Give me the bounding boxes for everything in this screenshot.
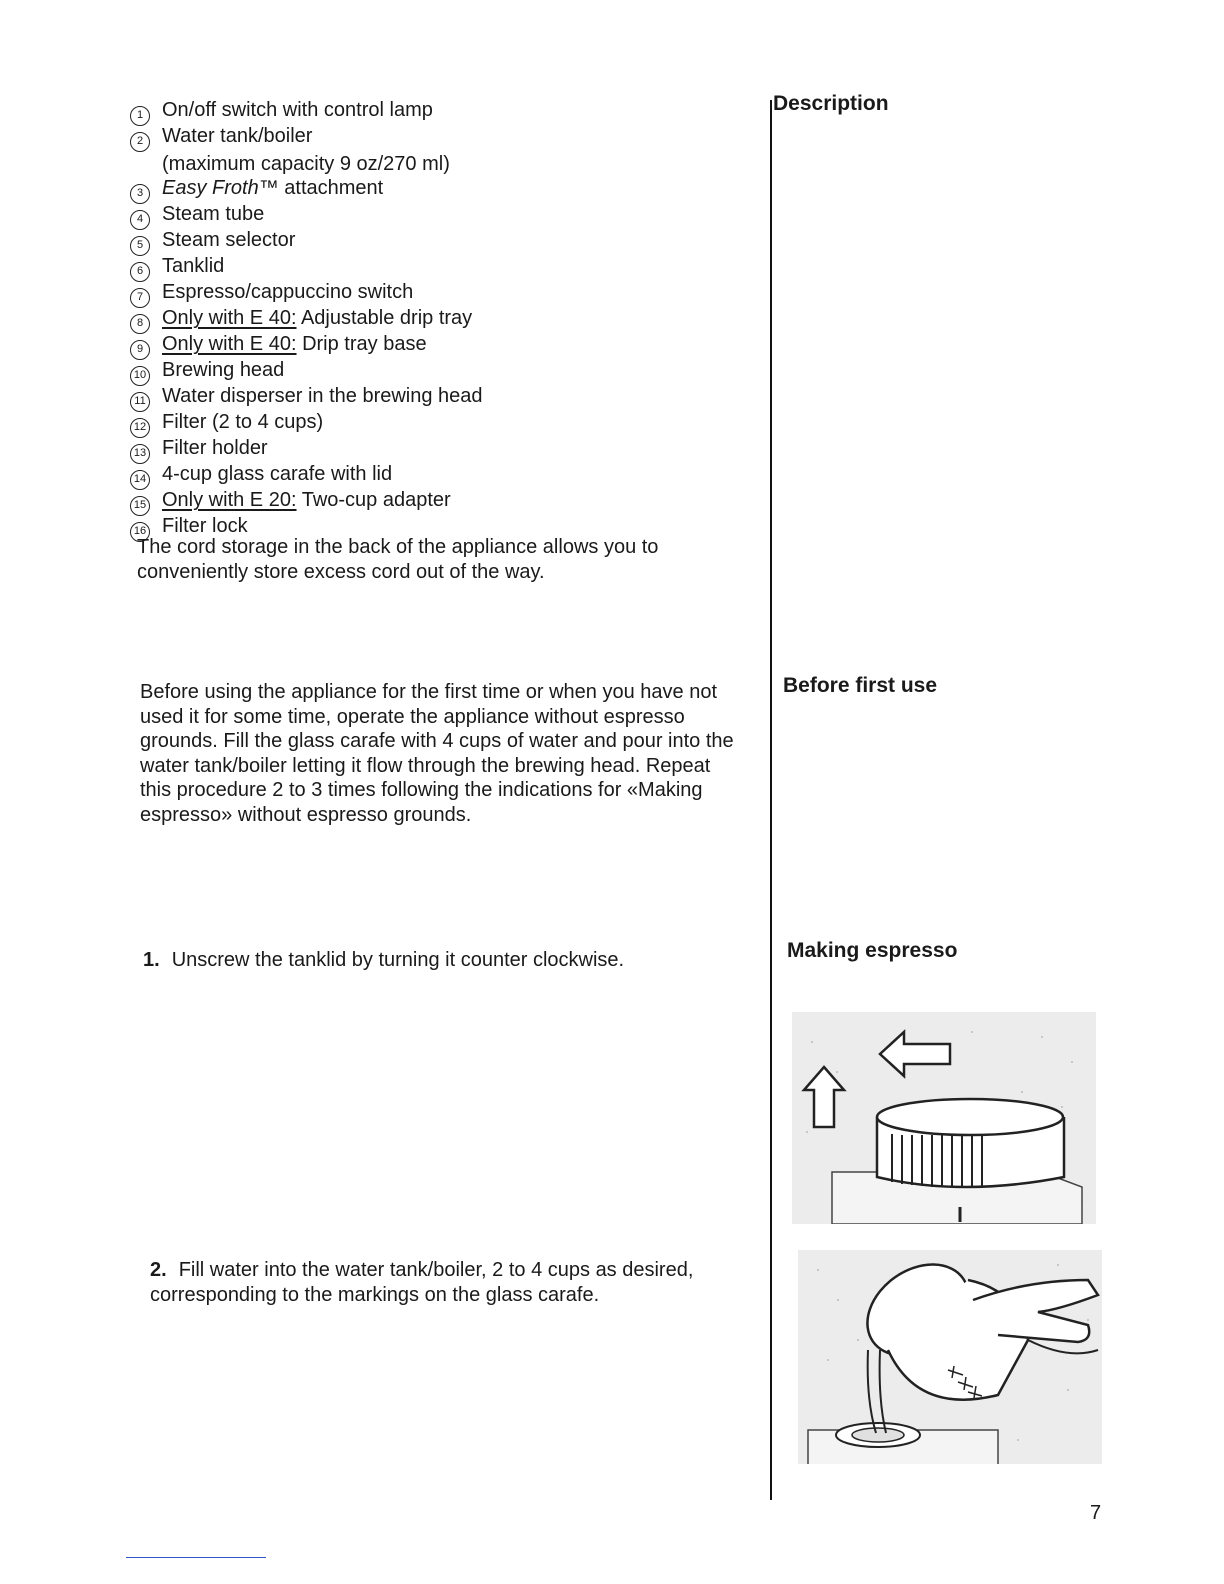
item-number: 8 — [130, 314, 150, 334]
item-text: Brewing head — [162, 359, 285, 382]
list-item — [130, 150, 730, 176]
item-number: 7 — [130, 288, 150, 308]
item-text: (maximum capacity 9 oz/270 ml) — [162, 153, 450, 175]
item-text: Water tank/boiler — [162, 125, 313, 147]
item-number: 2 — [130, 132, 150, 152]
item-number: 15 — [130, 496, 150, 516]
item-text: attachment — [278, 177, 384, 200]
item-italic-text: Easy Froth™ — [162, 177, 279, 200]
step-text: Unscrew the tanklid by turning it counter clockwise. — [171, 949, 625, 971]
item-text: Filter holder — [162, 437, 268, 460]
item-text: On/off switch with control lamp — [162, 99, 433, 121]
page-number: 7 — [1090, 1502, 1102, 1524]
item-text: Steam tube — [162, 203, 265, 226]
list-item — [130, 176, 730, 202]
item-text: Filter (2 to 4 cups) — [162, 411, 324, 434]
item-number: 16 — [130, 522, 150, 542]
step-number: 2. — [150, 1259, 167, 1281]
item-number: 4 — [130, 210, 150, 230]
item-text: Tanklid — [162, 255, 225, 278]
step-2 — [150, 1258, 740, 1307]
heading-description: Description — [773, 92, 889, 115]
list-item — [130, 358, 730, 384]
heading-before-first-use: Before first use — [783, 674, 938, 697]
cord-storage-text: The cord storage in the back of the appliance allows you to conveniently store excess cord out of the way. — [137, 536, 659, 583]
item-text: Espresso/cappuccino switch — [162, 281, 414, 304]
item-number: 14 — [130, 470, 150, 490]
step-text: Fill water into the water tank/boiler, 2 to 4 cups as desired, corresponding to the markings on the glass carafe. — [150, 1259, 694, 1306]
item-underlined-text: Only with E 20: — [162, 489, 297, 512]
list-item — [130, 384, 730, 410]
item-number: 13 — [130, 444, 150, 464]
item-number: 10 — [130, 366, 150, 386]
item-number: 6 — [130, 262, 150, 282]
list-item — [130, 98, 730, 124]
item-text: Adjustable drip tray — [296, 307, 473, 330]
list-item — [130, 124, 730, 150]
item-number: 11 — [130, 392, 150, 412]
list-item — [130, 436, 730, 462]
parts-list — [130, 98, 730, 540]
list-item — [130, 280, 730, 306]
list-item — [130, 306, 730, 332]
item-text: Filter lock — [162, 515, 248, 538]
list-item — [130, 254, 730, 280]
before-first-use-text: Before using the appliance for the first time or when you have not used it for some time, operate the appliance without espresso grounds. Fill the glass carafe with 4 cups of water and pour into the water tank/boiler letting it flow through the brewing head. Repeat this procedure 2 to 3 times following the indications for «Making espresso» without espresso grounds. — [140, 681, 734, 826]
item-text: 4-cup glass carafe with lid — [162, 463, 393, 486]
list-item — [130, 332, 730, 358]
step-number: 1. — [143, 949, 160, 971]
item-number: 5 — [130, 236, 150, 256]
item-text: Water disperser in the brewing head — [162, 385, 483, 408]
item-text: Steam selector — [162, 229, 296, 252]
item-number: 3 — [130, 184, 150, 204]
list-item — [130, 202, 730, 228]
list-item — [130, 228, 730, 254]
item-text: Two-cup adapter — [296, 489, 451, 512]
item-underlined-text: Only with E 40: — [162, 307, 297, 330]
tanklid-unscrew-illustration — [792, 1012, 1096, 1224]
column-divider — [770, 100, 772, 1500]
step-1 — [143, 948, 743, 973]
tank-opening-inner — [852, 1428, 904, 1442]
carafe-pour-illustration — [798, 1250, 1102, 1464]
item-underlined-text: Only with E 40: — [162, 333, 297, 356]
list-item — [130, 462, 730, 488]
list-item — [130, 488, 730, 514]
footer-rule — [126, 1557, 266, 1558]
tank-lid — [877, 1099, 1064, 1187]
item-text: Drip tray base — [296, 333, 427, 356]
item-number: 12 — [130, 418, 150, 438]
heading-making-espresso: Making espresso — [787, 939, 958, 962]
item-number: 1 — [130, 106, 150, 126]
list-item — [130, 410, 730, 436]
item-number: 9 — [130, 340, 150, 360]
